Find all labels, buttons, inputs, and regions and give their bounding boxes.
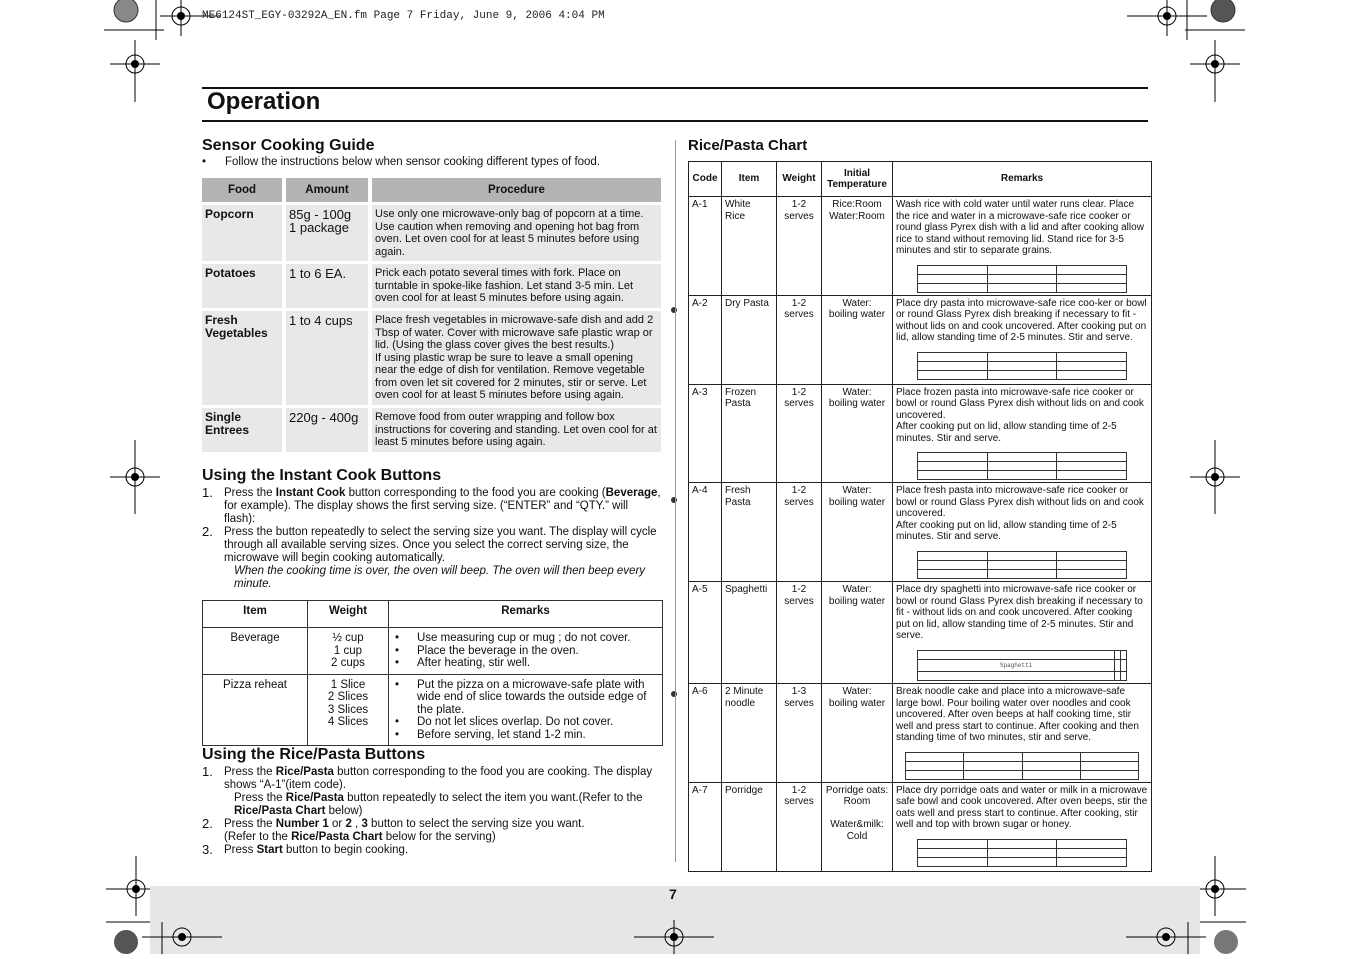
code-cell: A-7: [689, 782, 722, 871]
item-cell: Fresh Pasta: [722, 483, 777, 582]
grid-cell: [1057, 274, 1127, 283]
instant-cook-section: [202, 467, 661, 591]
grid-cell: [987, 848, 1057, 857]
list-item: • Put the pizza on a microwave-safe plate with wide end of slice towards the outside edge of the plate.: [393, 679, 658, 717]
list-item: 2. Press the button repeatedly to select the serving size you want. The display will cycle through all available serving sizes. Once you select the correct serving size, the microwave will begin cooking automatically. When the cooking time is over, the oven will beep. The oven will then beep every minute.: [202, 526, 661, 591]
serving-grid: [917, 352, 1127, 380]
page-number: 7: [669, 886, 677, 902]
grid-cell: [906, 761, 964, 770]
remarks-cell: [893, 684, 1152, 783]
serving-grid: [917, 265, 1127, 293]
grid-cell: [906, 752, 964, 761]
grid-cell: Spaghetti: [918, 659, 1115, 672]
grid-cell: [906, 770, 964, 779]
list-item: • Place the beverage in the oven.: [393, 645, 658, 658]
weight-cell: 1-2 serves: [777, 384, 822, 483]
weight-cell: 1-2 serves: [777, 197, 822, 296]
grid-cell: [987, 361, 1057, 370]
table-row: [689, 197, 1152, 296]
step-note: When the cooking time is over, the oven will beep. The oven will then beep every minute.: [234, 565, 646, 590]
food-cell: Single Entrees: [202, 408, 286, 452]
registration-mark-bottom-center: [634, 920, 714, 954]
grid-cell: [918, 453, 988, 462]
grid-cell: [1057, 839, 1127, 848]
grid-cell: [918, 352, 988, 361]
temperature-cell: Porridge oats: Room Water&milk: Cold: [822, 782, 893, 871]
grid-cell: [1057, 857, 1127, 866]
procedure-cell: Prick each potato several times with fork. Place on turntable in spoke-like fashion. Let stand 3-5 min. Let oven cool for at least 5 minutes before using again.: [372, 264, 661, 308]
code-cell: A-6: [689, 684, 722, 783]
gutter-dot: [671, 691, 677, 697]
corner-mark-top-right: [1185, 0, 1251, 40]
amount-cell: 1 to 4 cups: [286, 311, 372, 405]
grid-cell: [1080, 752, 1138, 761]
registration-mark-right-middle: [1190, 440, 1240, 514]
weight-cell: 1-2 serves: [777, 483, 822, 582]
remarks-cell: [389, 674, 663, 746]
column-header: Procedure: [372, 178, 661, 202]
remarks-text: Wash rice with cold water until water runs clear. Place the rice and water in a microwave-safe rice cooker or round glass Pyrex dish with a lid and after cooking allow rice to stand without removing lid. Stand rice for 3-5 minutes and stir to separate grains.: [896, 199, 1144, 256]
remarks-text: Place frozen pasta into microwave-safe rice cooker or bowl or round Glass Pyrex dish without lids on and cook uncovered. After cooking put on lid, allow standing time of 2-5 minutes. Stir and serve.: [896, 386, 1144, 444]
food-cell: Popcorn: [202, 205, 286, 261]
column-header: Remarks: [389, 601, 663, 628]
column-divider: [675, 140, 676, 862]
registration-mark-right-upper: [1190, 40, 1240, 102]
file-header: ME6124ST_EGY-03292A_EN.fm Page 7 Friday, June 9, 2006 4:04 PM: [202, 10, 605, 22]
grid-cell: [1057, 265, 1127, 274]
grid-cell: [918, 370, 988, 379]
table-row: [689, 483, 1152, 582]
grid-cell: [987, 857, 1057, 866]
sensor-guide-heading: Sensor Cooking Guide: [202, 137, 375, 154]
grid-cell: [987, 283, 1057, 292]
list-item: • Before serving, let stand 1-2 min.: [393, 729, 658, 742]
table-row: [202, 205, 661, 261]
serving-grid: [917, 650, 1127, 682]
code-cell: A-4: [689, 483, 722, 582]
registration-mark-left-middle: [110, 440, 160, 514]
grid-cell: [1057, 283, 1127, 292]
item-cell: 2 Minute noodle: [722, 684, 777, 783]
column-header: Weight: [777, 162, 822, 197]
remarks-cell: [893, 782, 1152, 871]
registration-mark-left-upper: [110, 40, 160, 102]
grid-cell: [1121, 659, 1127, 672]
grid-cell: [987, 265, 1057, 274]
food-cell: Fresh Vegetables: [202, 311, 286, 405]
procedure-cell: Use only one microwave-only bag of popcorn at a time. Use caution when removing and opening hot bag from oven. Let oven cool for at least 5 minutes before using again.: [372, 205, 661, 261]
temperature-cell: Rice:Room Water:Room: [822, 197, 893, 296]
registration-mark-bottom-left: [106, 856, 226, 954]
grid-cell: [918, 848, 988, 857]
grid-cell: [987, 370, 1057, 379]
instant-cook-heading: Using the Instant Cook Buttons: [202, 467, 442, 484]
grid-cell: [987, 352, 1057, 361]
grid-cell: [987, 453, 1057, 462]
rice-pasta-chart-table: [688, 161, 1152, 872]
remarks-text: Place dry spaghetti into microwave-safe rice cooker or bowl or round Glass Pyrex dish breaking if necessary to fit - without lids on and cook uncovered. After cooking put on lid, allow standing time of 2-5 minutes. Stir and serve.: [896, 584, 1143, 641]
remarks-cell: [893, 295, 1152, 384]
column-header: Remarks: [893, 162, 1152, 197]
weight-cell: 1-2 serves: [777, 782, 822, 871]
grid-cell: [1057, 551, 1127, 560]
item-cell: Porridge: [722, 782, 777, 871]
grid-cell: [1080, 761, 1138, 770]
list-item: 1. Press the Instant Cook button corresponding to the food you are cooking (Beverage, for example). The display shows the first serving size. (“ENTER” and “QTY.” will flash):: [202, 485, 661, 525]
instant-cook-table: [202, 600, 663, 746]
grid-cell: [987, 569, 1057, 578]
list-item: • After heating, stir well.: [393, 657, 658, 670]
table-row: [203, 674, 663, 746]
page-title: Operation: [207, 88, 321, 115]
grid-cell: [987, 560, 1057, 569]
amount-cell: 1 to 6 EA.: [286, 264, 372, 308]
grid-cell: [1057, 471, 1127, 480]
corner-mark-top-left: [104, 0, 164, 40]
rice-pasta-buttons-heading: Using the Rice/Pasta Buttons: [202, 746, 426, 763]
procedure-cell: Remove food from outer wrapping and follow box instructions for covering and standing. Let oven cool for at least 5 minutes before using again.: [372, 408, 661, 452]
column-header: Amount: [286, 178, 372, 202]
list-item: • Use measuring cup or mug ; do not cover.: [393, 632, 658, 645]
grid-cell: [987, 274, 1057, 283]
column-header: Item: [722, 162, 777, 197]
column-header: Code: [689, 162, 722, 197]
item-cell: Beverage: [203, 628, 308, 675]
column-header: Initial Temperature: [822, 162, 893, 197]
temperature-cell: Water: boiling water: [822, 582, 893, 684]
list-item: 2. Press the Number 1 or 2 , 3 button to select the serving size you want. (Refer to the Rice/Pasta Chart below for the serving): [202, 816, 585, 843]
grid-cell: [1057, 453, 1127, 462]
grid-cell: [1057, 462, 1127, 471]
amount-cell: 85g - 100g 1 package: [286, 205, 372, 261]
sensor-guide-intro: • Follow the instructions below when sensor cooking different types of food.: [202, 156, 601, 168]
weight-cell: 1-2 serves: [777, 582, 822, 684]
table-row: [202, 311, 661, 405]
grid-cell: [1121, 650, 1127, 659]
gutter-dot: [671, 497, 677, 503]
grid-cell: [964, 770, 1022, 779]
column-header: Food: [202, 178, 286, 202]
temperature-cell: Water: boiling water: [822, 384, 893, 483]
grid-cell: [918, 551, 988, 560]
table-row: [203, 628, 663, 675]
list-item: • Do not let slices overlap. Do not cover.: [393, 716, 658, 729]
weight-cell: 1-2 serves: [777, 295, 822, 384]
grid-cell: [1121, 672, 1127, 681]
table-row: [689, 582, 1152, 684]
grid-cell: [1057, 848, 1127, 857]
food-cell: Potatoes: [202, 264, 286, 308]
table-row: [689, 384, 1152, 483]
grid-cell: [918, 672, 1115, 681]
remarks-cell: [893, 384, 1152, 483]
grid-cell: [1080, 770, 1138, 779]
serving-grid: [905, 752, 1139, 780]
table-row: [202, 264, 661, 308]
sensor-guide-table: [202, 175, 661, 455]
remarks-text: Place dry pasta into microwave-safe rice coo-ker or bowl or round Glass Pyrex dish breaking if necessary to fit - without lids on and cook uncovered. After cooking put on lid, allow standing time of 2-5 minutes. Stir and serve.: [896, 297, 1147, 343]
item-cell: Spaghetti: [722, 582, 777, 684]
grid-cell: [987, 551, 1057, 560]
weight-cell: 1 Slice 2 Slices 3 Slices 4 Slices: [308, 674, 389, 746]
serving-grid: [917, 452, 1127, 480]
table-row: [689, 782, 1152, 871]
grid-cell: [918, 462, 988, 471]
remarks-text: Place dry porridge oats and water or milk in a microwave safe bowl and cook uncovered. After oven beeps, stir the oats well and press start to continue. After cooking, stir well and top with brown sugar or honey.: [896, 784, 1148, 830]
gutter-dot: [671, 307, 677, 313]
grid-cell: [1057, 560, 1127, 569]
table-row: [689, 684, 1152, 783]
procedure-cell: Place fresh vegetables in microwave-safe dish and add 2 Tbsp of water. Cover with microwave safe plastic wrap or lid. (Using the glass cover gives the best results.) If using plastic wrap be sure to leave a small opening near the edge of dish for ventilation. Remove vegetable from oven let sit covered for 2 minutes, stir or serve. Let oven cool for at least 5 minutes before using again.: [372, 311, 661, 405]
grid-cell: [964, 752, 1022, 761]
rice-chart-section: [688, 137, 807, 154]
grid-cell: [1057, 361, 1127, 370]
temperature-cell: Water: boiling water: [822, 684, 893, 783]
remarks-cell: [389, 628, 663, 675]
grid-cell: [1057, 352, 1127, 361]
title-rule-top: [202, 87, 1148, 89]
rice-chart-heading: Rice/Pasta Chart: [688, 137, 808, 154]
grid-cell: [918, 560, 988, 569]
temperature-cell: Water: boiling water: [822, 295, 893, 384]
grid-cell: [1022, 761, 1080, 770]
code-cell: A-1: [689, 197, 722, 296]
serving-grid: [917, 839, 1127, 867]
table-row: [202, 408, 661, 452]
amount-cell: 220g - 400g: [286, 408, 372, 452]
grid-cell: [1022, 770, 1080, 779]
item-cell: Pizza reheat: [203, 674, 308, 746]
grid-cell: [987, 462, 1057, 471]
grid-cell: [918, 265, 988, 274]
grid-cell: [918, 839, 988, 848]
item-cell: White Rice: [722, 197, 777, 296]
grid-cell: [987, 839, 1057, 848]
code-cell: A-3: [689, 384, 722, 483]
code-cell: A-2: [689, 295, 722, 384]
serving-grid: [917, 551, 1127, 579]
grid-cell: [918, 569, 988, 578]
weight-cell: ½ cup 1 cup 2 cups: [308, 628, 389, 675]
grid-cell: [1057, 370, 1127, 379]
grid-cell: [1057, 569, 1127, 578]
title-rule-bottom: [202, 120, 1148, 122]
grid-cell: [918, 857, 988, 866]
remarks-cell: [893, 582, 1152, 684]
grid-cell: [964, 761, 1022, 770]
column-header: Weight: [308, 601, 389, 628]
rice-pasta-buttons-section: [202, 746, 661, 857]
grid-cell: [918, 650, 1115, 659]
grid-cell: [918, 361, 988, 370]
table-row: [689, 295, 1152, 384]
remarks-text: Break noodle cake and place into a microwave-safe large bowl. Pour boiling water over noodles and cook uncovered. After oven beeps at half cooking time, stir well and press start to continue. After cooking and then standing time of two minutes, stir and serve.: [896, 686, 1139, 743]
list-item: 1. Press the Rice/Pasta button corresponding to the food you are cooking. The display shows “A-1”(item code). Press the Rice/Pasta button repeatedly to select the item you want.(Refer to the Rice/Pasta Chart below): [202, 764, 653, 817]
grid-cell: [918, 283, 988, 292]
grid-cell: [918, 274, 988, 283]
remarks-cell: [893, 197, 1152, 296]
remarks-text: Place fresh pasta into microwave-safe rice cooker or bowl or round Glass Pyrex dish without lids on and cook uncovered. After cooking put on lid, allow standing time of 2-5 minutes. Stir and serve.: [896, 485, 1144, 542]
temperature-cell: Water: boiling water: [822, 483, 893, 582]
grid-cell: [1022, 752, 1080, 761]
grid-cell: [918, 471, 988, 480]
item-cell: Frozen Pasta: [722, 384, 777, 483]
item-cell: Dry Pasta: [722, 295, 777, 384]
code-cell: A-5: [689, 582, 722, 684]
remarks-cell: [893, 483, 1152, 582]
grid-cell: [987, 471, 1057, 480]
sensor-guide-section: [202, 137, 600, 169]
column-header: Item: [203, 601, 308, 628]
list-item: 3. Press Start button to begin cooking.: [202, 842, 409, 857]
weight-cell: 1-3 serves: [777, 684, 822, 783]
